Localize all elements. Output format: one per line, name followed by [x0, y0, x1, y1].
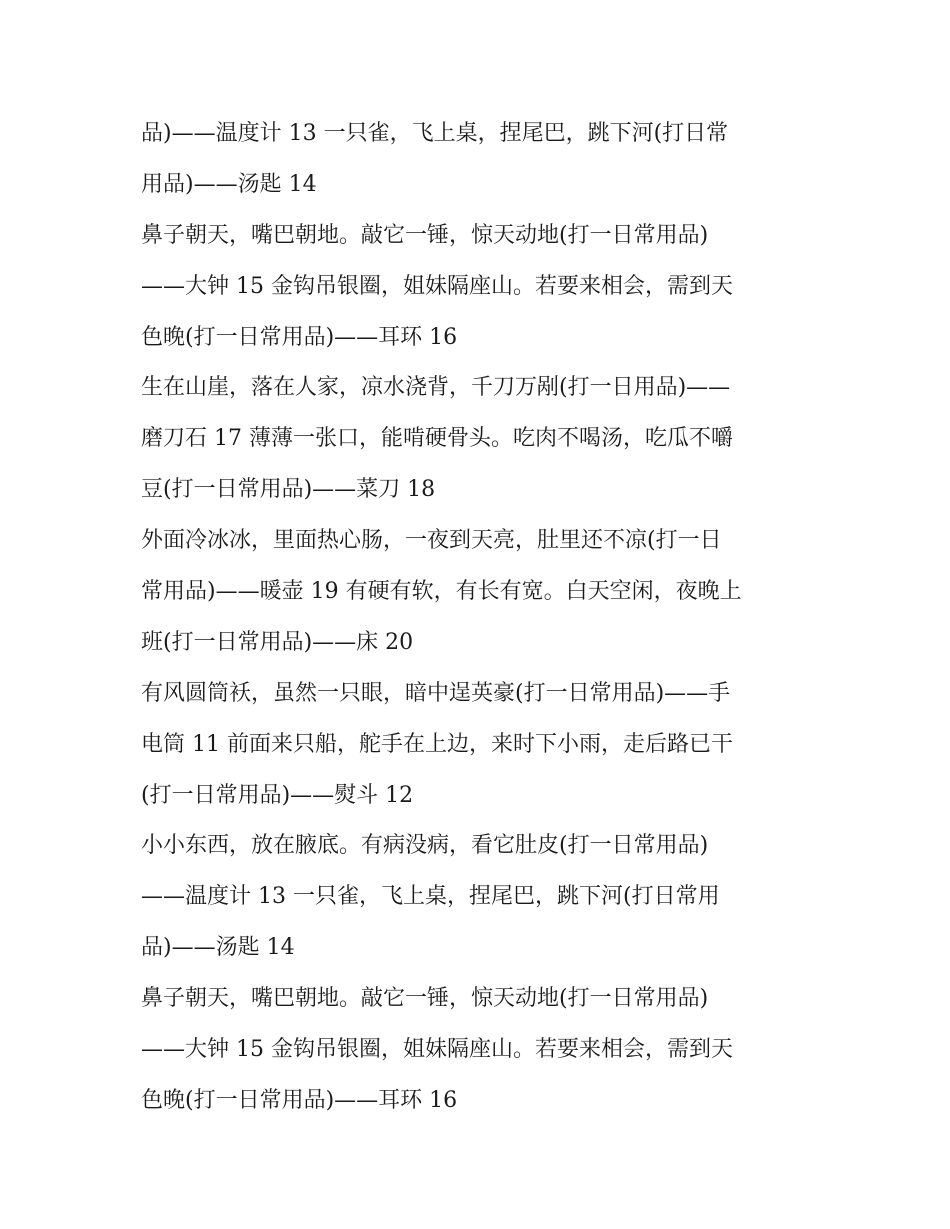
text-line: ——大钟 15 金钩吊银圈，姐妹隔座山。若要来相会，需到天 [141, 273, 733, 299]
text-line: 常用品)——暖壶 19 有硬有软，有长有宽。白天空闲，夜晚上 [141, 579, 742, 605]
text-line: 品)——温度计 13 一只雀，飞上桌，捏尾巴，跳下河(打日常 [141, 121, 729, 146]
text-line: 小小东西，放在腋底。有病没病，看它肚皮(打一日常用品) [141, 833, 709, 859]
text-line: 电筒 11 前面来只船，舵手在上边，来时下小雨，走后路已干 [141, 731, 733, 757]
text-line: 磨刀石 17 薄薄一张口，能啃硬骨头。吃肉不喝汤，吃瓜不嚼 [141, 426, 733, 452]
text-line: ——大钟 15 金钩吊银圈，姐妹隔座山。若要来相会，需到天 [141, 1037, 733, 1063]
text-line: 色晚(打一日常用品)——耳环 16 [141, 324, 458, 350]
text-line: 品)——汤匙 14 [141, 935, 295, 961]
body-text [141, 109, 821, 1127]
text-line: 生在山崖，落在人家，凉水浇背，千刀万剐(打一日用品)—— [141, 375, 731, 401]
text-line: 色晚(打一日常用品)——耳环 16 [141, 1087, 458, 1113]
text-line: ——温度计 13 一只雀，飞上桌，捏尾巴，跳下河(打日常用 [141, 884, 720, 910]
text-line: 班(打一日常用品)——床 20 [141, 629, 414, 655]
text-line: 豆(打一日常用品)——菜刀 18 [141, 477, 436, 503]
text-line: 用品)——汤匙 14 [141, 171, 317, 197]
text-line: (打一日常用品)——熨斗 12 [141, 782, 414, 808]
text-line: 有风圆筒袄，虽然一只眼，暗中逞英豪(打一日常用品)——手 [141, 680, 731, 706]
text-line: 鼻子朝天，嘴巴朝地。敲它一锤，惊天动地(打一日常用品) [141, 986, 709, 1012]
text-line: 外面冷冰冰，里面热心肠，一夜到天亮，肚里还不凉(打一日 [141, 528, 722, 554]
text-line: 鼻子朝天，嘴巴朝地。敲它一锤，惊天动地(打一日常用品) [141, 222, 709, 248]
